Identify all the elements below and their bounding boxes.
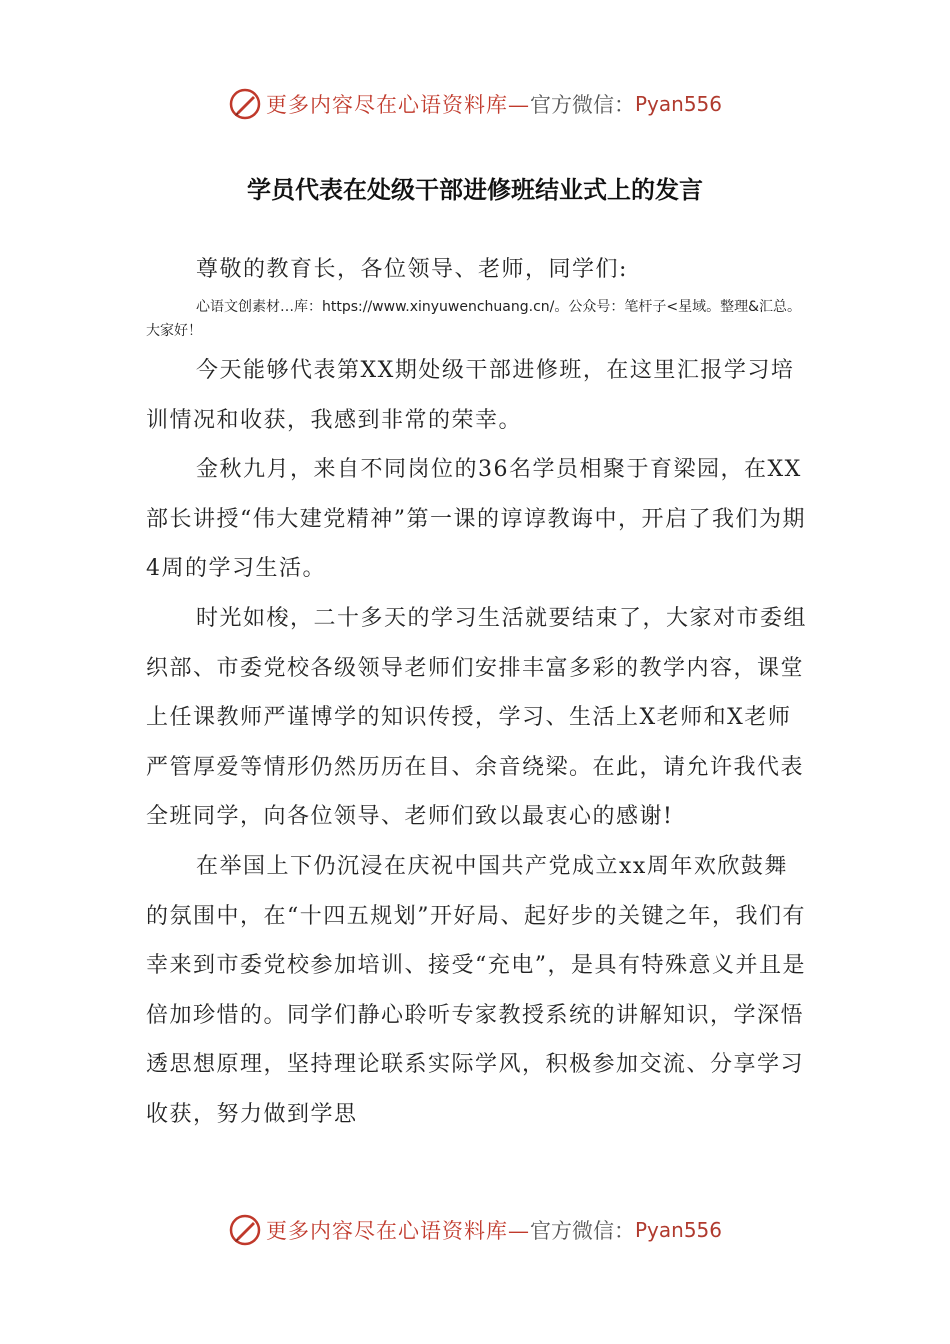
banner-text: 更多内容尽在心语资料库— bbox=[266, 1219, 530, 1243]
banner-wechat-id: Pyan556 bbox=[635, 1218, 723, 1242]
pen-logo-icon bbox=[228, 87, 262, 121]
banner-text: 更多内容尽在心语资料库— bbox=[266, 93, 530, 117]
banner-wechat-label: 官方微信： bbox=[530, 93, 635, 117]
pen-logo-icon bbox=[228, 1213, 262, 1247]
paragraph: 时光如梭，二十多天的学习生活就要结束了，大家对市委组织部、市委党校各级领导老师们安排丰富多彩的教学内容，课堂上任课教师严谨博学的知识传授，学习、生活上X老师和X老师严管厚爱等情形仍然历历在目、余音绕梁。在此，请允许我代表全班同学，向各位领导、老师们致以最衷心的感谢! bbox=[146, 605, 808, 830]
document-body bbox=[146, 346, 810, 1140]
source-note: 心语文创素材…库：https://www.xinyuwenchuang.cn/。公众号：笔杆子<星域。整理&汇总。大家好！ bbox=[146, 299, 802, 339]
paragraph: 金秋九月，来自不同岗位的36名学员相聚于育梁园，在XX部长讲授“伟大建党精神”第一课的谆谆教诲中，开启了我们为期4周的学习生活。 bbox=[146, 457, 806, 582]
banner-wechat-label: 官方微信： bbox=[530, 1219, 635, 1243]
paragraph: 今天能够代表第XX期处级干部进修班，在这里汇报学习培训情况和收获，我感到非常的荣幸。 bbox=[146, 358, 795, 433]
paragraph: 在举国上下仍沉浸在庆祝中国共产党成立xx周年欢欣鼓舞的氛围中，在“十四五规划”开好局、起好步的关键之年，我们有幸来到市委党校参加培训、接受“充电”，是具有特殊意义并且是倍加珍惜的。同学们静心聆听专家教授系统的讲解知识，学深悟透思想原理，坚持理论联系实际学风，积极参加交流、分享学习收获，努力做到学思 bbox=[146, 853, 806, 1127]
salutation: 尊敬的教育长，各位领导、老师，同学们: bbox=[196, 257, 628, 282]
document-title: 学员代表在处级干部进修班结业式上的发言 bbox=[247, 176, 703, 204]
footer-banner bbox=[228, 1210, 748, 1250]
header-banner bbox=[228, 84, 748, 124]
banner-wechat-id: Pyan556 bbox=[635, 92, 723, 116]
